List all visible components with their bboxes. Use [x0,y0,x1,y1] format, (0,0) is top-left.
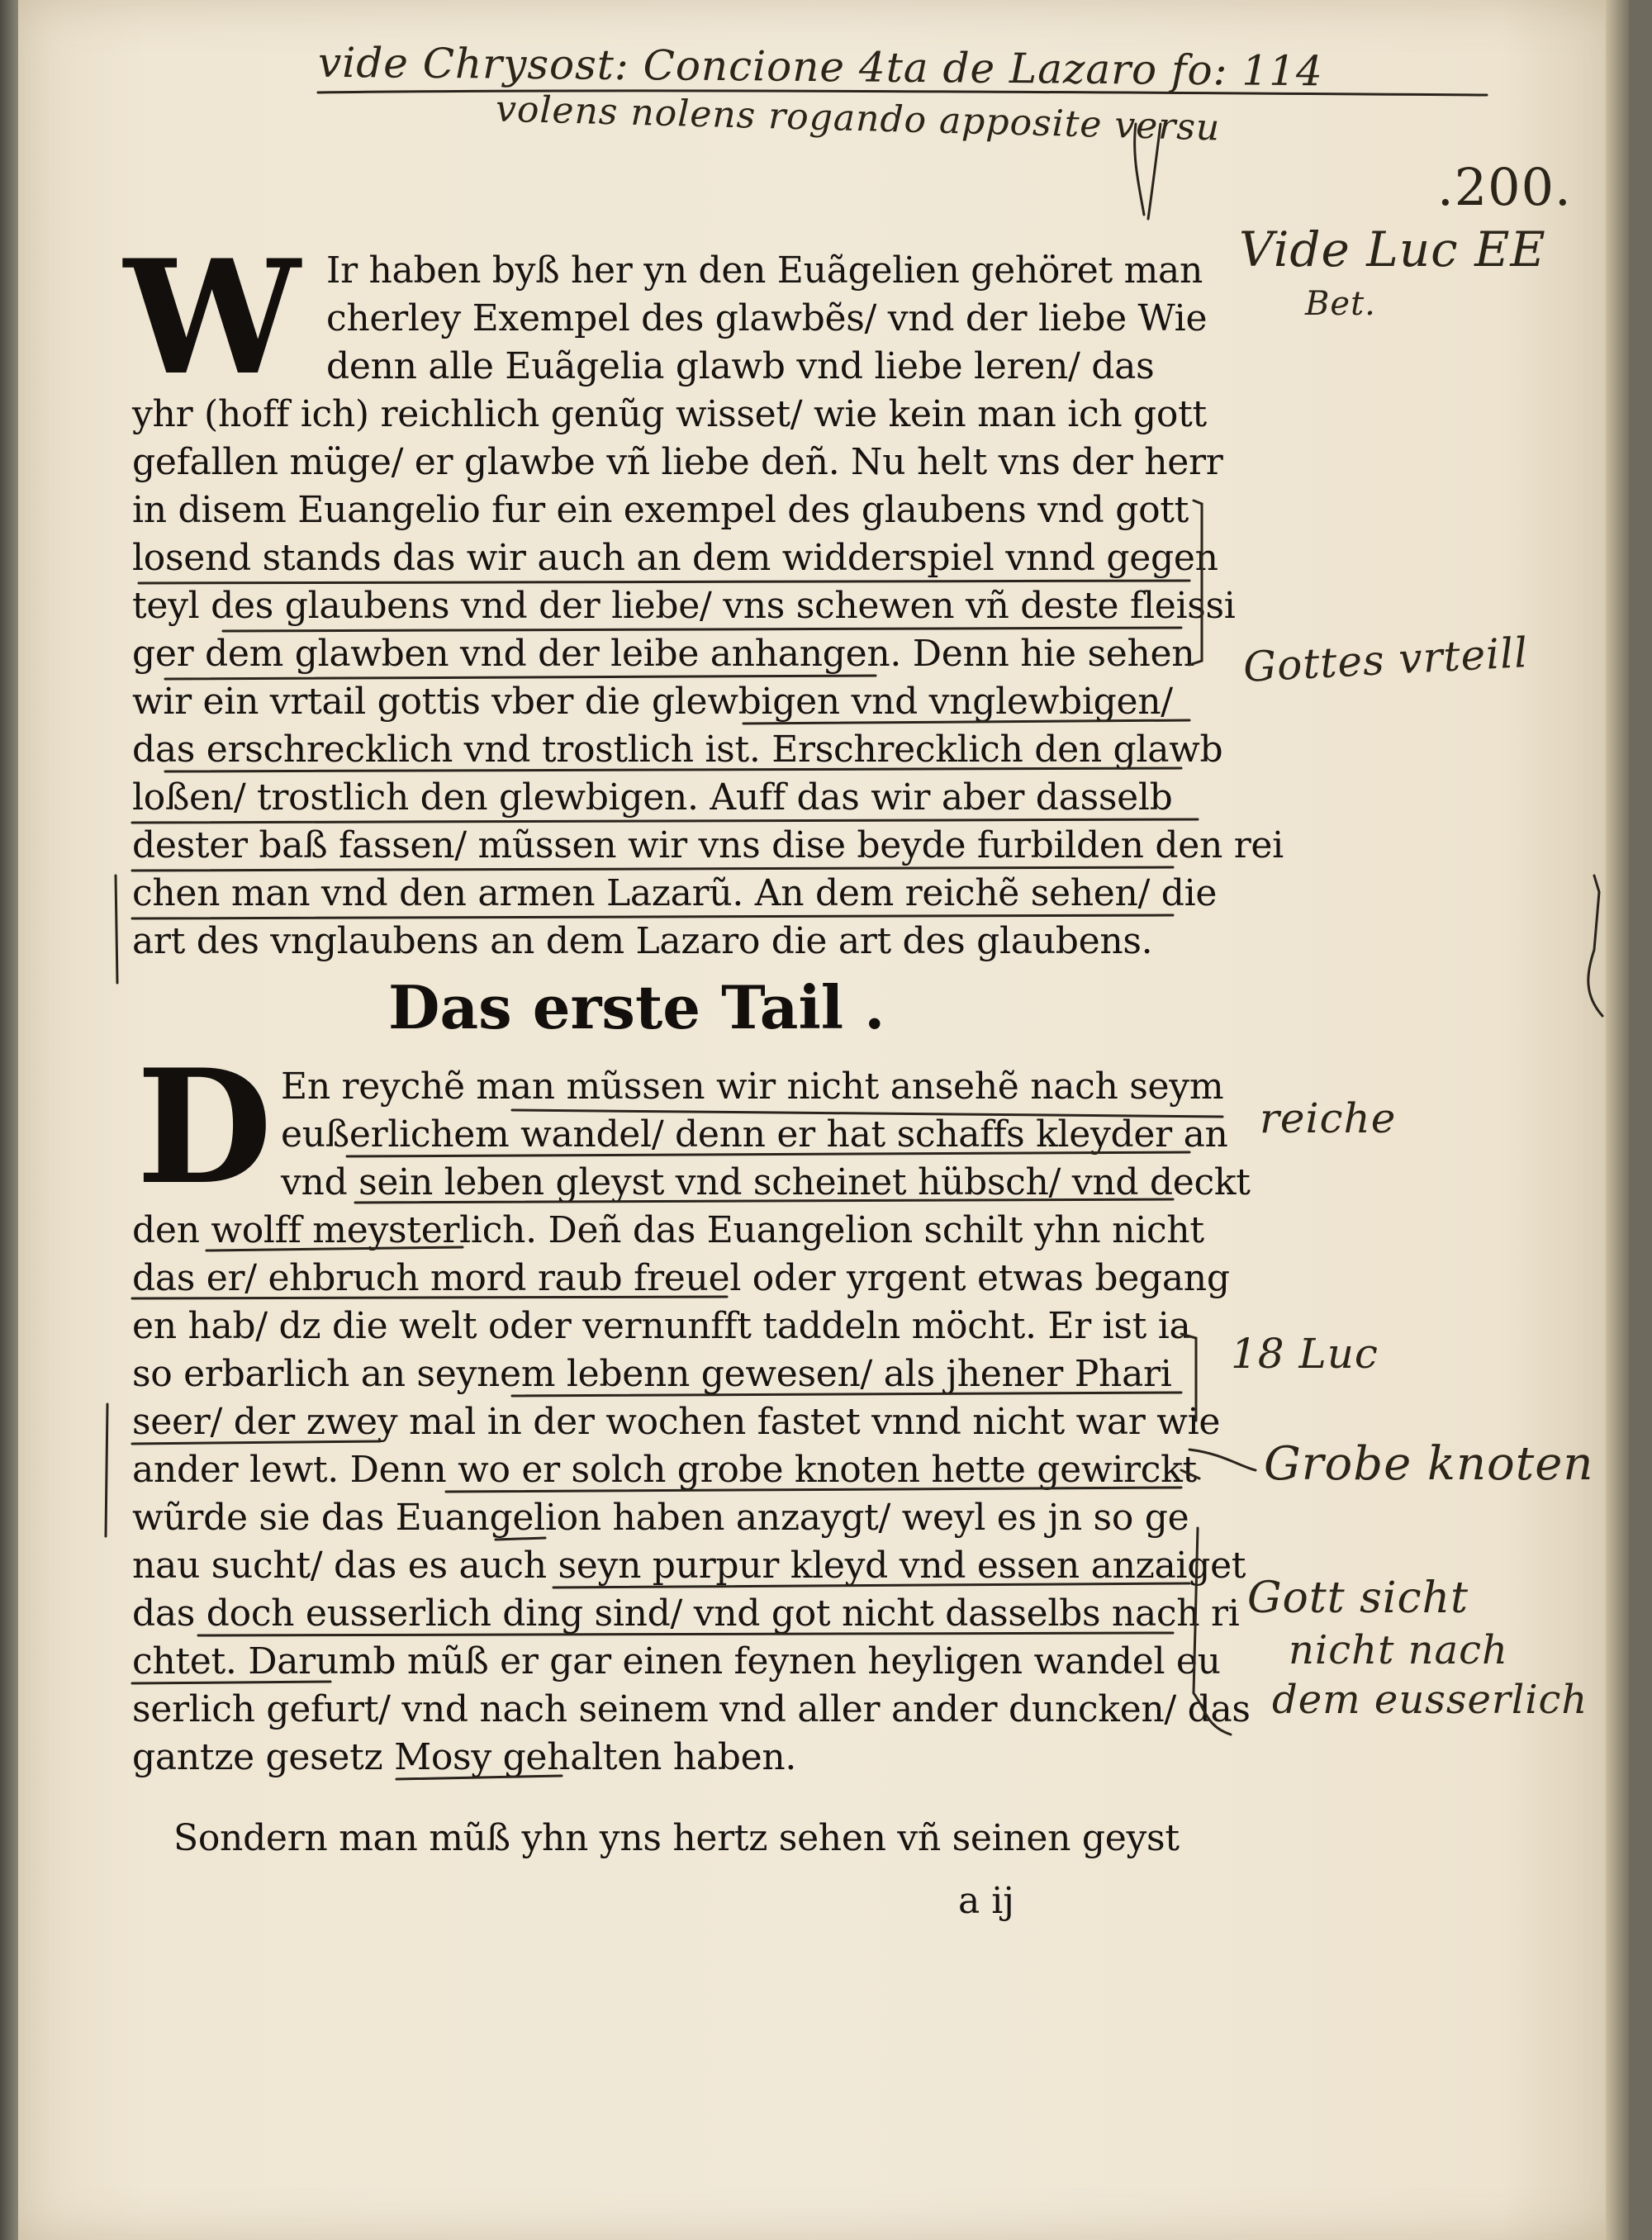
text-underline [132,867,1173,871]
text-underline [132,1682,330,1683]
annotation-stroke [1189,1450,1256,1470]
body-line: gefallen müge/ er glawbe vñ liebe deñ. Nu helt vns der herr [132,441,1223,483]
text-underline [512,1393,1181,1396]
section-line: gantze gesetz Mosy gehalten haben. [132,1736,797,1778]
text-underline [512,1110,1222,1117]
annotation-margin-6b: nicht nach [1289,1627,1508,1673]
body-line: teyl des glaubens vnd der liebe/ vns schewen vñ deste fleissi [132,585,1236,627]
annotation-margin-2: Gottes vrteill [1241,629,1530,691]
body-line: wir ein vrtail gottis vber die glewbigen vnd vnglewbigen/ [132,681,1173,723]
annotation-top-number: .200. [1437,157,1572,217]
section-line: eußerlichem wandel/ denn er hat schaffs kleyder an [281,1113,1228,1156]
annotation-top-line-1: vide Chrysost: Concione 4ta de Lazaro fo: 114 [317,38,1324,96]
catchword-line: Sondern man mũß yhn yns hertz sehen vñ seinen geyst [173,1817,1180,1859]
annotation-margin-1b: Bet. [1305,285,1376,323]
section-line: vnd sein leben gleyst vnd scheinet hübsch/ vnd deckt [281,1161,1251,1203]
text-underline [743,720,1189,724]
body-line: denn alle Euãgelia glawb vnd liebe leren/ das [326,345,1155,387]
annotation-margin-1: Vide Luc EE [1239,221,1546,278]
signature-mark: a ij [958,1880,1014,1922]
annotation-margin-6c: dem eusserlich [1272,1677,1588,1723]
drop-cap-w: W [124,225,301,410]
margin-bracket [1189,501,1202,665]
section-heading: Das erste Tail . [388,972,885,1042]
section-line: ander lewt. Denn wo er solch grobe knoten hette gewirckt [132,1449,1197,1491]
text-underline [198,1633,1173,1635]
body-line: in disem Euangelio fur ein exempel des glaubens vnd gott [132,489,1189,531]
section-line: chtet. Darumb mũß er gar einen feynen heyligen wandel eu [132,1640,1221,1682]
body-line: chen man vnd den armen Lazarũ. An dem reichẽ sehen/ die [132,872,1218,914]
text-underline [132,1297,727,1298]
text-underline [223,628,1181,631]
body-line: losend stands das wir auch an dem widderspiel vnnd gegen [132,537,1218,579]
section-line: wũrde sie das Euangelion haben anzaygt/ weyl es jn so ge [132,1497,1189,1539]
body-line: art des vnglaubens an dem Lazaro die art des glaubens. [132,920,1153,962]
text-underline [553,1583,1189,1587]
text-underline [355,1199,1173,1203]
text-underline [165,768,1181,771]
text-underline [347,1152,1189,1156]
section-line: seer/ der zwey mal in der wochen fastet vnnd nicht war wie [132,1401,1221,1443]
text-underline [132,819,1198,823]
text-underline [132,1441,380,1444]
section-line: en hab/ dz die welt oder vernunfft taddeln möcht. Er ist ia [132,1305,1191,1347]
text-underline [132,915,1173,918]
text-underline [139,581,1189,583]
annotation-margin-5: Grobe knoten [1264,1437,1594,1491]
annotation-stroke [1148,124,1161,219]
text-underline [165,676,876,679]
annotation-margin-6a: Gott sicht [1247,1573,1469,1623]
section-line: das er/ ehbruch mord raub freuel oder yrgent etwas begang [132,1257,1230,1299]
section-line: das doch eusserlich ding sind/ vnd got nicht dasselbs nach ri [132,1592,1240,1635]
section-line: serlich gefurt/ vnd nach seinem vnd aller ander duncken/ das [132,1688,1251,1730]
annotation-underline [318,91,1487,95]
drop-cap-d: D [136,1035,273,1219]
body-line: das erschrecklich vnd trostlich ist. Erschrecklich den glawb [132,728,1223,771]
section-line: En reychẽ man mũssen wir nicht ansehẽ nach seym [281,1065,1224,1108]
annotation-stroke [1135,124,1144,215]
body-line: dester baß fassen/ mũssen wir vns dise beyde furbilden den rei [132,824,1284,866]
text-underline [206,1247,463,1251]
text-underline [446,1488,1181,1492]
text-bracket [116,876,117,983]
body-line: Ir haben byß her yn den Euãgelien gehöret man [326,249,1203,292]
margin-bracket [1181,1334,1196,1421]
annotation-top-line-2: volens nolens rogando apposite versu [495,88,1221,149]
margin-bracket [1181,1470,1199,1478]
body-line: cherley Exempel des glawbẽs/ vnd der liebe Wie [326,297,1208,339]
section-line: den wolff meysterlich. Deñ das Euangelion schilt yhn nicht [132,1209,1204,1251]
text-bracket [106,1404,107,1536]
body-line: ger dem glawben vnd der leibe anhangen. Denn hie sehen [132,633,1195,675]
annotation-margin-4: 18 Luc [1231,1330,1379,1378]
section-line: so erbarlich an seynem lebenn gewesen/ als jhener Phari [132,1353,1172,1395]
body-line: loßen/ trostlich den glewbigen. Auff das wir aber dasselb [132,776,1173,819]
section-line: nau sucht/ das es auch seyn purpur kleyd vnd essen anzaiget [132,1545,1246,1587]
body-line: yhr (hoff ich) reichlich genũg wisset/ wie kein man ich gott [132,393,1207,435]
annotation-margin-3: reiche [1260,1094,1397,1142]
margin-bracket [1588,876,1602,1016]
margin-bracket [1194,1528,1231,1735]
text-underline [396,1776,562,1779]
text-underline [496,1538,545,1540]
